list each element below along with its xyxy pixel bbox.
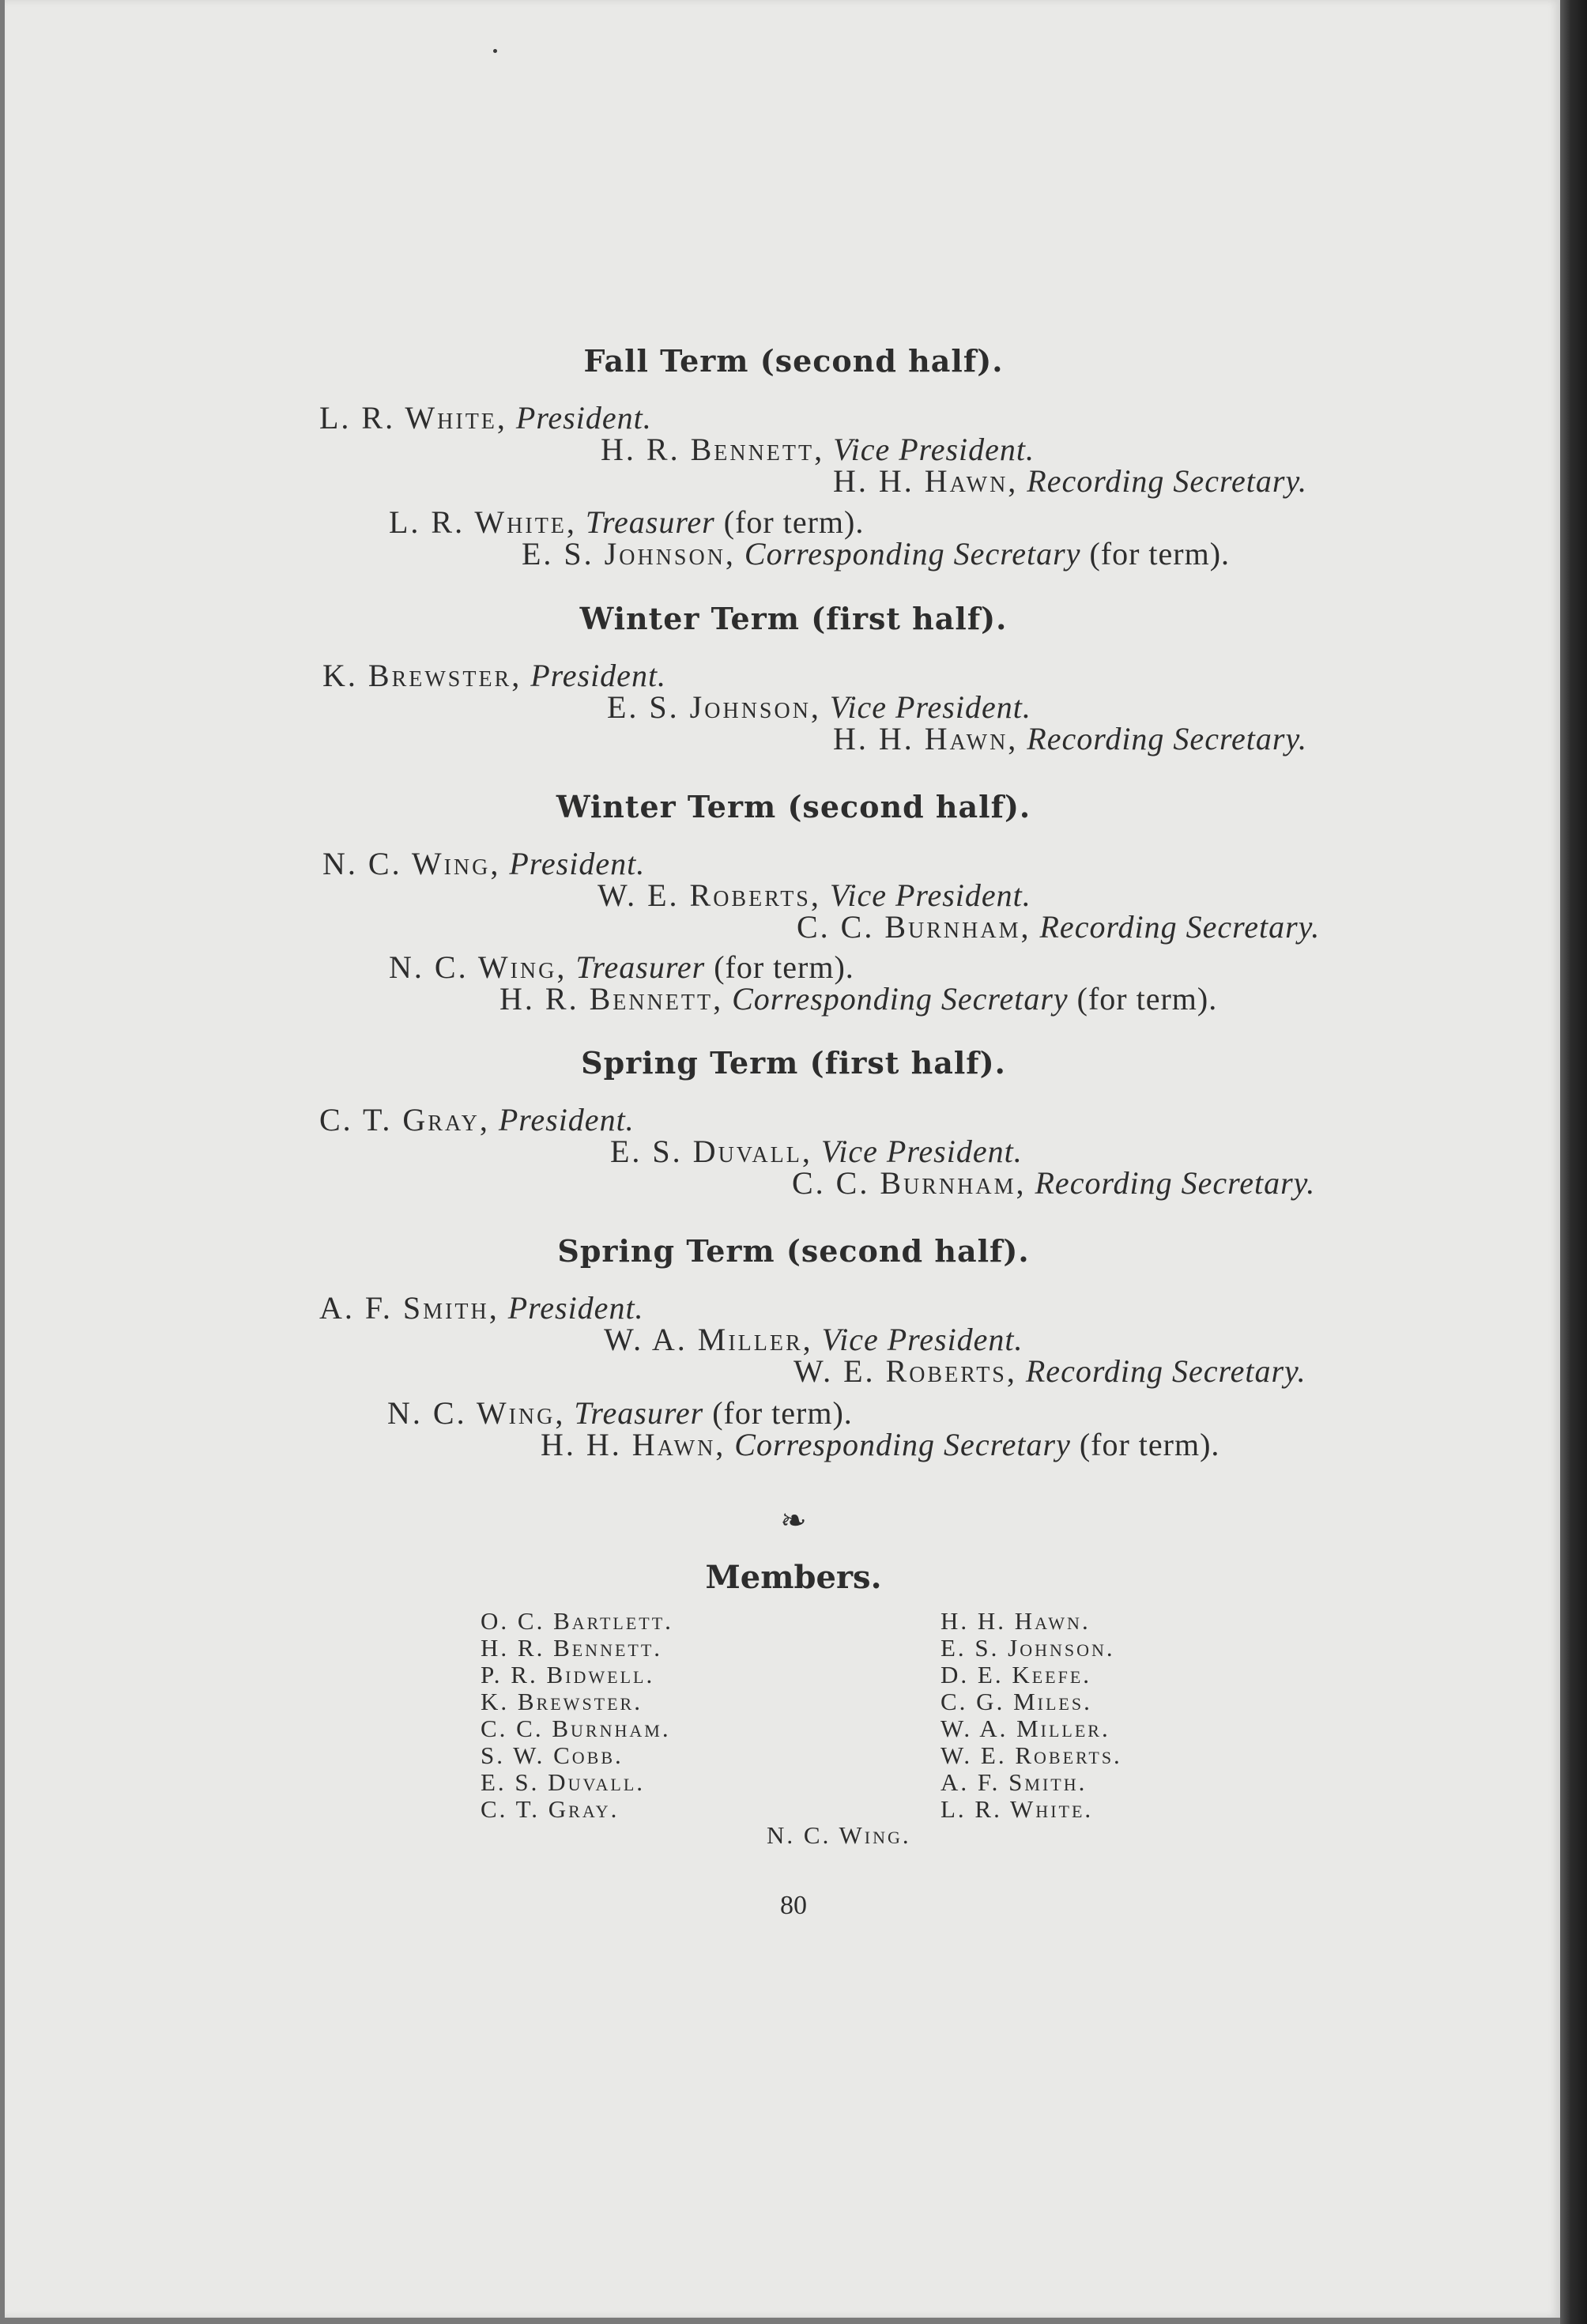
officer-role: Recording Secretary. bbox=[1027, 721, 1308, 756]
officer-role: Vice President. bbox=[820, 1134, 1023, 1169]
officer-name: W. A. Miller, bbox=[604, 1322, 813, 1357]
member-name: W. E. Roberts. bbox=[941, 1741, 1122, 1769]
officer-line bbox=[522, 535, 1230, 572]
officer-line bbox=[322, 845, 645, 882]
officer-name: N. C. Wing, bbox=[389, 949, 567, 985]
member-name: S. W. Cobb. bbox=[481, 1741, 624, 1769]
officer-name: L. R. White, bbox=[319, 400, 507, 436]
officer-name: L. R. White, bbox=[389, 504, 577, 540]
officer-name: N. C. Wing, bbox=[387, 1395, 566, 1431]
officer-role: Corresponding Secretary bbox=[732, 981, 1069, 1017]
officer-role: Corresponding Secretary bbox=[734, 1427, 1071, 1462]
officer-role: Treasurer bbox=[574, 1395, 704, 1431]
officer-name: H. H. Hawn, bbox=[833, 463, 1019, 499]
section-heading: Winter Term (second half). bbox=[556, 789, 1031, 824]
officer-role: President. bbox=[507, 1290, 644, 1326]
officer-role: Treasurer bbox=[575, 949, 706, 985]
officer-line bbox=[319, 1101, 635, 1138]
officer-role: Treasurer bbox=[585, 504, 715, 540]
officer-term-note: (for term). bbox=[1076, 981, 1218, 1017]
officer-role: President. bbox=[530, 658, 667, 693]
fleuron-ornament: ❧ bbox=[780, 1503, 807, 1538]
member-name: H. R. Bennett. bbox=[481, 1634, 663, 1662]
officer-name: A. F. Smith, bbox=[319, 1290, 499, 1326]
members-heading: Members. bbox=[705, 1559, 882, 1596]
officer-role: Corresponding Secretary bbox=[744, 536, 1081, 572]
member-name: D. E. Keefe. bbox=[941, 1661, 1092, 1688]
officer-term-note: (for term). bbox=[1089, 536, 1231, 572]
officer-name: W. E. Roberts, bbox=[794, 1353, 1017, 1389]
member-name: E. S. Duvall. bbox=[481, 1768, 646, 1796]
officer-line bbox=[833, 720, 1307, 757]
officer-name: W. E. Roberts, bbox=[597, 877, 821, 913]
officer-role: President. bbox=[509, 846, 646, 881]
officer-name: H. R. Bennett, bbox=[499, 981, 724, 1017]
officer-line bbox=[319, 1289, 644, 1326]
officer-name: H. H. Hawn, bbox=[833, 721, 1019, 756]
officer-term-note: (for term). bbox=[712, 1395, 853, 1431]
members-list-right bbox=[941, 1608, 1122, 1823]
officer-role: Vice President. bbox=[833, 432, 1035, 467]
officer-name: K. Brewster, bbox=[322, 658, 522, 693]
officer-role: President. bbox=[498, 1102, 635, 1137]
member-name: C. G. Miles. bbox=[941, 1688, 1092, 1715]
officer-line bbox=[794, 1353, 1306, 1390]
member-name: C. T. Gray. bbox=[481, 1795, 620, 1823]
member-name: K. Brewster. bbox=[481, 1688, 643, 1715]
officer-name: E. S. Johnson, bbox=[522, 536, 736, 572]
officer-name: C. C. Burnham, bbox=[797, 909, 1031, 945]
officer-role: Recording Secretary. bbox=[1039, 909, 1321, 945]
member-name: E. S. Johnson. bbox=[941, 1634, 1115, 1662]
page-number: 80 bbox=[780, 1891, 807, 1920]
officer-role: Vice President. bbox=[829, 877, 1031, 913]
officer-term-note: (for term). bbox=[1079, 1427, 1220, 1462]
member-name: W. A. Miller. bbox=[941, 1715, 1110, 1742]
officer-name: C. T. Gray, bbox=[319, 1102, 490, 1137]
officer-role: Recording Secretary. bbox=[1027, 463, 1308, 499]
officer-name: E. S. Johnson, bbox=[607, 689, 821, 725]
officer-name: N. C. Wing, bbox=[322, 846, 501, 881]
officer-role: Vice President. bbox=[829, 689, 1031, 725]
officer-role: Recording Secretary. bbox=[1025, 1353, 1306, 1389]
officer-term-note: (for term). bbox=[723, 504, 865, 540]
officer-role: President. bbox=[515, 400, 652, 436]
officer-name: H. H. Hawn, bbox=[541, 1427, 726, 1462]
officer-name: E. S. Duvall, bbox=[610, 1134, 812, 1169]
officer-line bbox=[792, 1164, 1315, 1202]
section-heading: Fall Term (second half). bbox=[583, 343, 1004, 379]
officer-term-note: (for term). bbox=[714, 949, 854, 985]
member-name: C. C. Burnham. bbox=[481, 1715, 671, 1742]
officer-line bbox=[541, 1426, 1219, 1463]
member-name: L. R. White. bbox=[941, 1795, 1094, 1823]
officer-name: C. C. Burnham, bbox=[792, 1165, 1027, 1201]
section-heading: Winter Term (first half). bbox=[579, 601, 1008, 636]
section-heading: Spring Term (first half). bbox=[581, 1045, 1006, 1081]
officer-name: H. R. Bennett, bbox=[601, 432, 825, 467]
section-heading: Spring Term (second half). bbox=[557, 1233, 1030, 1269]
member-name: A. F. Smith. bbox=[941, 1768, 1088, 1796]
members-list-left bbox=[481, 1608, 673, 1823]
officer-line bbox=[833, 462, 1307, 500]
officer-line bbox=[499, 980, 1217, 1017]
member-name: P. R. Bidwell. bbox=[481, 1661, 655, 1688]
officer-role: Recording Secretary. bbox=[1035, 1165, 1316, 1201]
officer-line bbox=[797, 908, 1320, 945]
member-name-centered: N. C. Wing. bbox=[767, 1821, 911, 1849]
member-name: O. C. Bartlett. bbox=[481, 1607, 673, 1635]
officer-role: Vice President. bbox=[821, 1322, 1023, 1357]
member-name: H. H. Hawn. bbox=[941, 1607, 1091, 1635]
